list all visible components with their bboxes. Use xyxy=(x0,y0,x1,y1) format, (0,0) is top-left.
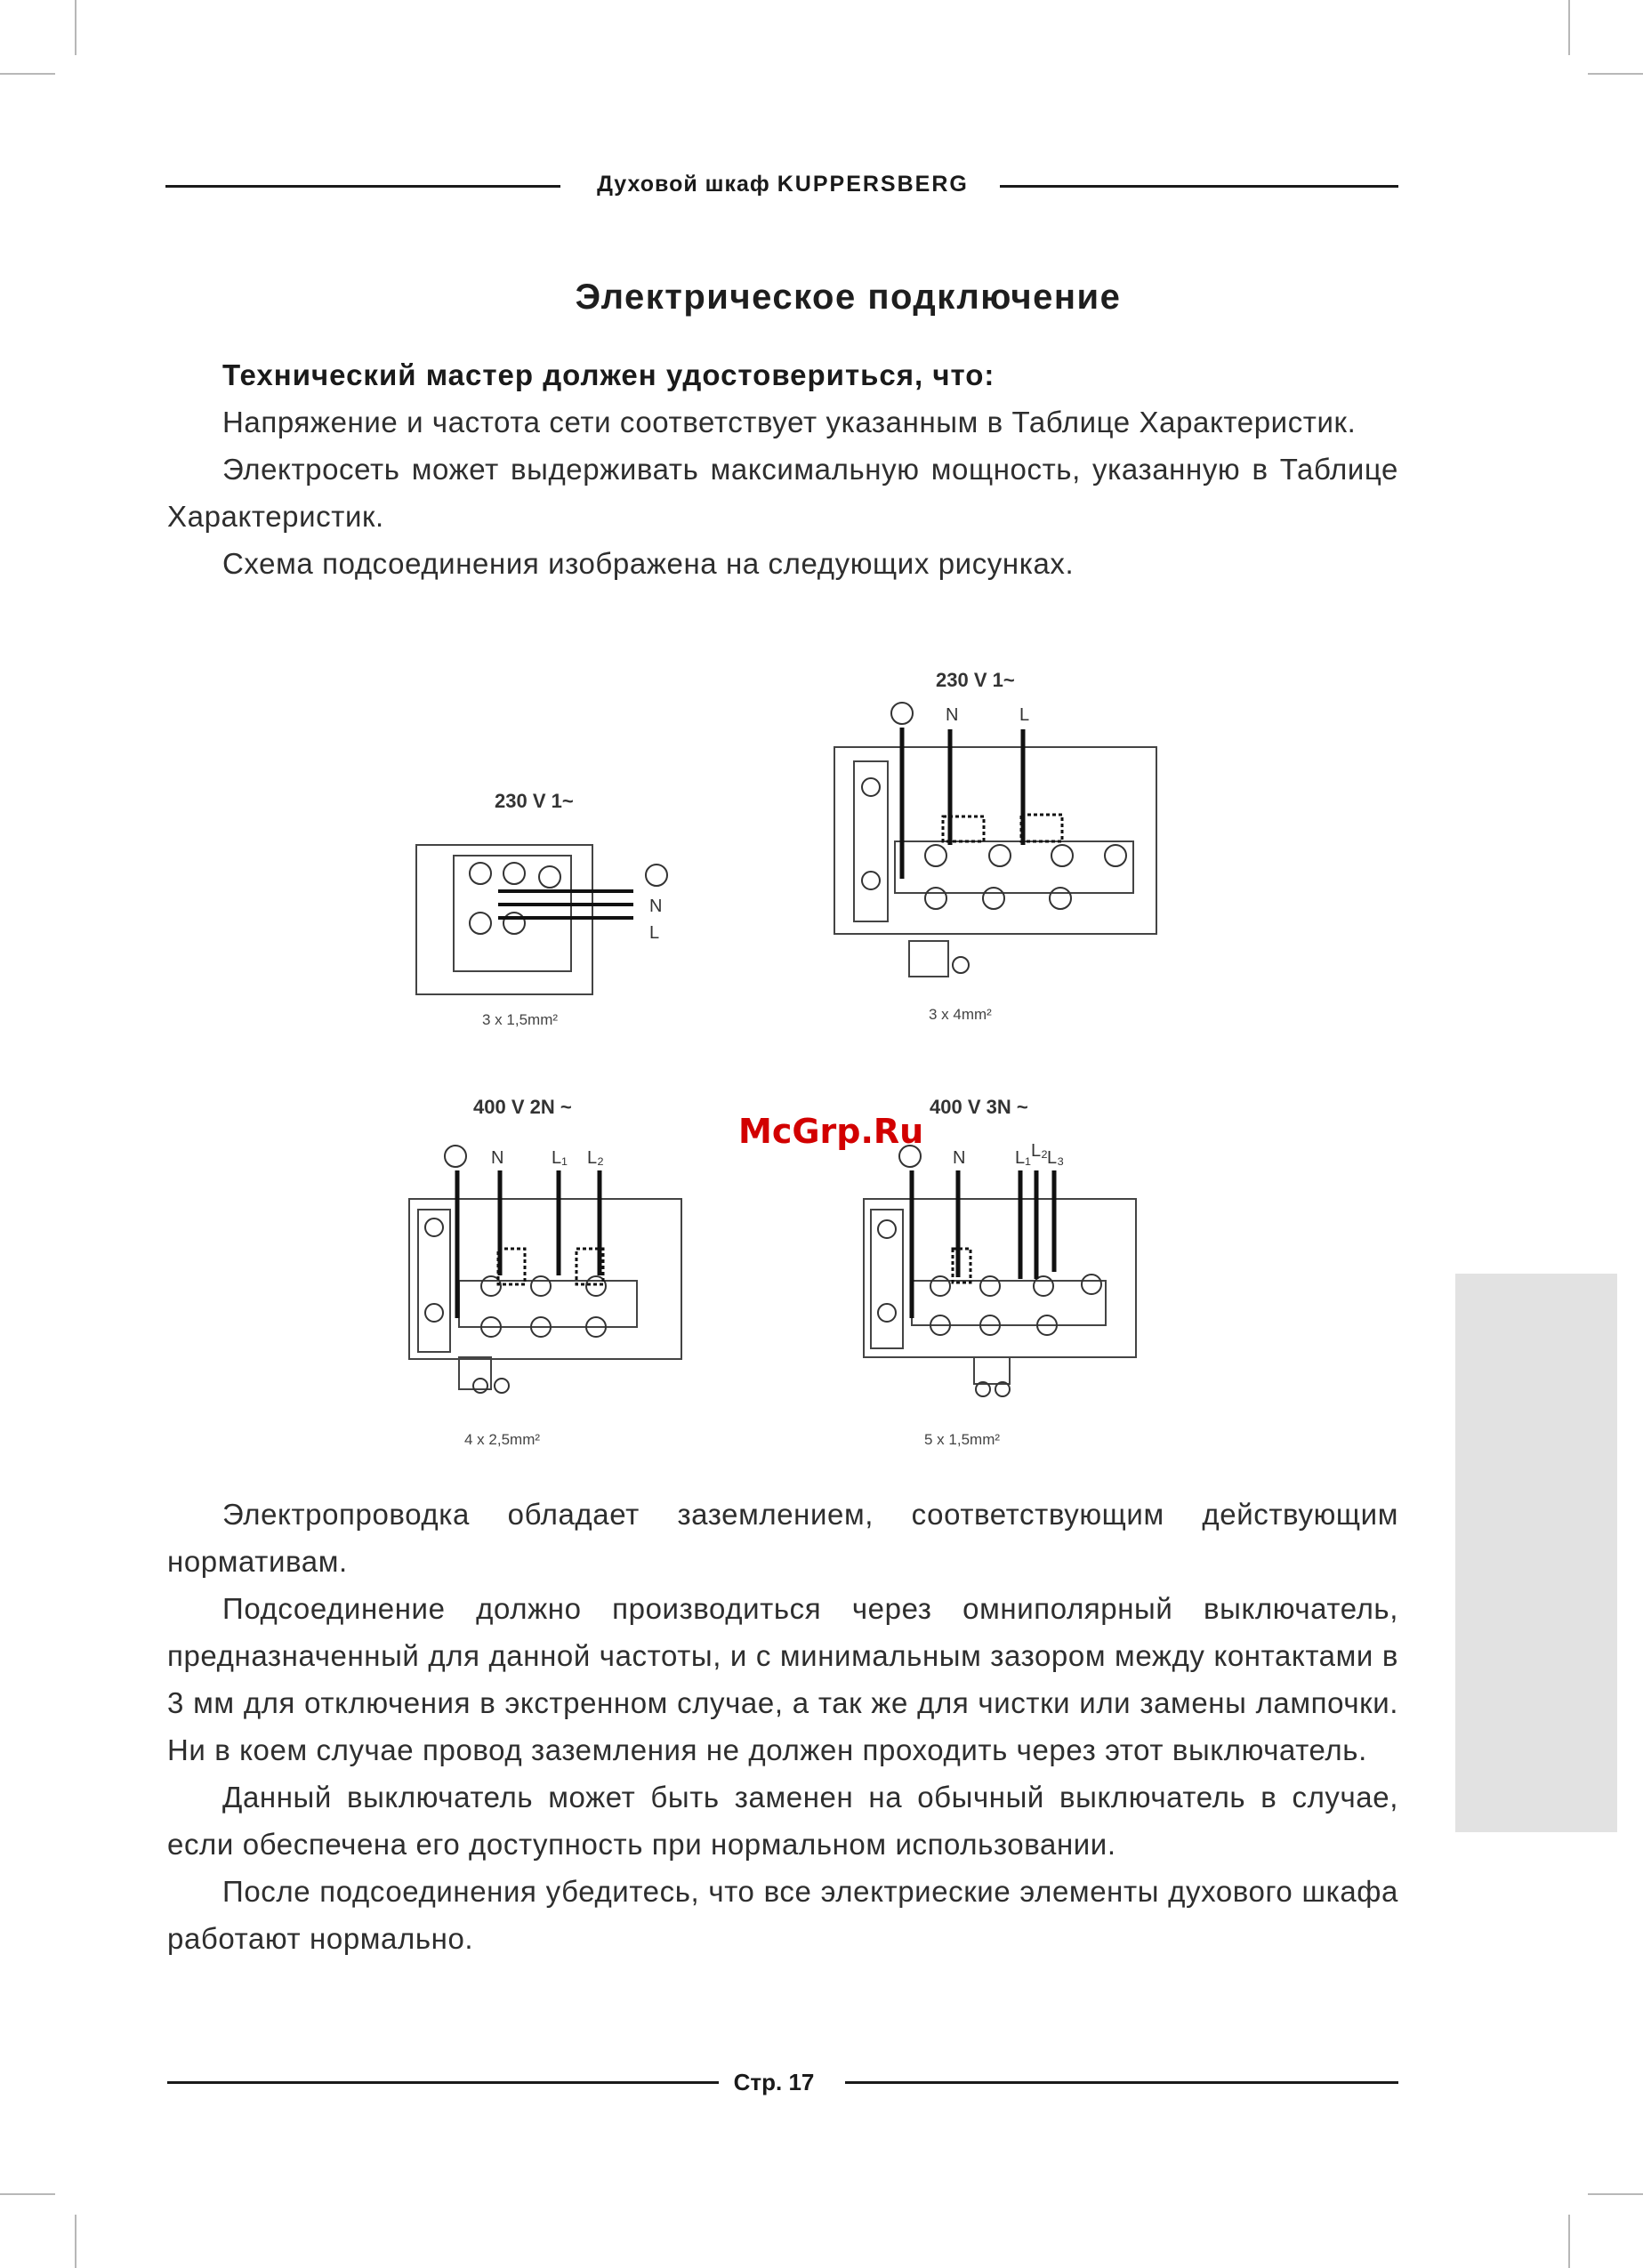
diagram-label: L₃ xyxy=(1047,1148,1065,1168)
diagram-cable: 5 x 1,5mm² xyxy=(924,1431,1001,1448)
diagram-voltage: 400 V 2N ~ xyxy=(473,1096,572,1118)
crop-mark xyxy=(1568,2215,1570,2268)
diagram-label: L₁ xyxy=(1015,1148,1031,1168)
footer-rule-left xyxy=(167,2081,719,2084)
watermark: McGrp.Ru xyxy=(738,1112,924,1151)
diagram-voltage: 400 V 3N ~ xyxy=(930,1096,1028,1118)
intro-section xyxy=(167,351,1398,587)
diagram-label: N xyxy=(946,705,959,725)
header-rule-right xyxy=(1000,185,1398,188)
wiring-diagram-230v-small xyxy=(391,774,765,1058)
body-section xyxy=(167,1491,1398,1962)
diagram-cable: 3 x 1,5mm² xyxy=(482,1011,559,1028)
ground-icon xyxy=(445,1146,466,1167)
diagram-label: L₂ xyxy=(1031,1141,1048,1161)
intro-paragraph: Схема подсоединения изображена на следующих рисунках. xyxy=(222,547,1075,580)
side-tab xyxy=(1455,1274,1617,1832)
intro-lead: Технический мастер должен удостовериться, что: xyxy=(222,358,995,391)
crop-mark xyxy=(1568,0,1570,55)
header-prefix: Духовой шкаф xyxy=(597,172,770,197)
diagram-label: L xyxy=(649,923,660,943)
crop-mark xyxy=(1588,2193,1643,2195)
diagram-voltage: 230 V 1~ xyxy=(495,790,574,812)
diagram-cable: 3 x 4mm² xyxy=(929,1006,992,1023)
diagram-label: L₁ xyxy=(552,1148,568,1168)
body-paragraph: Подсоединение должно производиться через омниполярный выключатель, предназначенный для данной частоты, и с минимальным зазором между контактами в 3 мм для отключения в экстренном случае, а так же для чистки или замены лампочки. Ни в коем случае провод заземления не должен проходить через этот выключатель. xyxy=(167,1592,1398,1766)
crop-mark xyxy=(0,73,55,75)
diagram-voltage: 230 V 1~ xyxy=(936,669,1015,691)
header-brand: KUPPERSBERG xyxy=(777,172,969,197)
diagram-label: L xyxy=(1019,705,1030,725)
diagram-label: N xyxy=(491,1148,504,1168)
crop-mark xyxy=(0,2193,55,2195)
body-paragraph: Данный выключатель может быть заменен на обычный выключатель в случае, если обеспечена его доступность при нормальном использовании. xyxy=(167,1781,1398,1861)
ground-icon xyxy=(891,703,913,724)
crop-mark xyxy=(75,2215,77,2268)
page-title: Электрическое подключение xyxy=(575,277,1122,317)
crop-mark xyxy=(1588,73,1643,75)
body-paragraph: Электропроводка обладает заземлением, соответствующим действующим нормативам. xyxy=(167,1498,1398,1578)
diagram-label: N xyxy=(649,897,663,916)
body-paragraph: После подсоединения убедитесь, что все электриеские элементы духового шкафа работают нормально. xyxy=(167,1875,1398,1955)
running-header xyxy=(569,172,996,197)
wiring-diagram-400v-2n xyxy=(383,1094,756,1459)
diagram-label: L₂ xyxy=(587,1148,604,1168)
wiring-diagram-svg xyxy=(391,774,765,1058)
wiring-diagram-svg xyxy=(809,658,1183,1041)
page-number: Стр. 17 xyxy=(733,2069,815,2095)
crop-mark xyxy=(75,0,77,55)
diagram-label: N xyxy=(953,1148,966,1168)
diagram-cable: 4 x 2,5mm² xyxy=(464,1431,541,1448)
wiring-diagram-svg xyxy=(383,1094,756,1459)
header-rule-left xyxy=(165,185,560,188)
ground-icon xyxy=(646,865,667,886)
intro-paragraph: Напряжение и частота сети соответствует указанным в Таблице Характеристик. xyxy=(222,406,1357,438)
wiring-diagram-230v-large xyxy=(809,658,1183,1041)
footer-rule-right xyxy=(845,2081,1398,2084)
intro-paragraph: Электросеть может выдерживать максимальную мощность, указанную в Таблице Характеристик. xyxy=(167,453,1398,533)
